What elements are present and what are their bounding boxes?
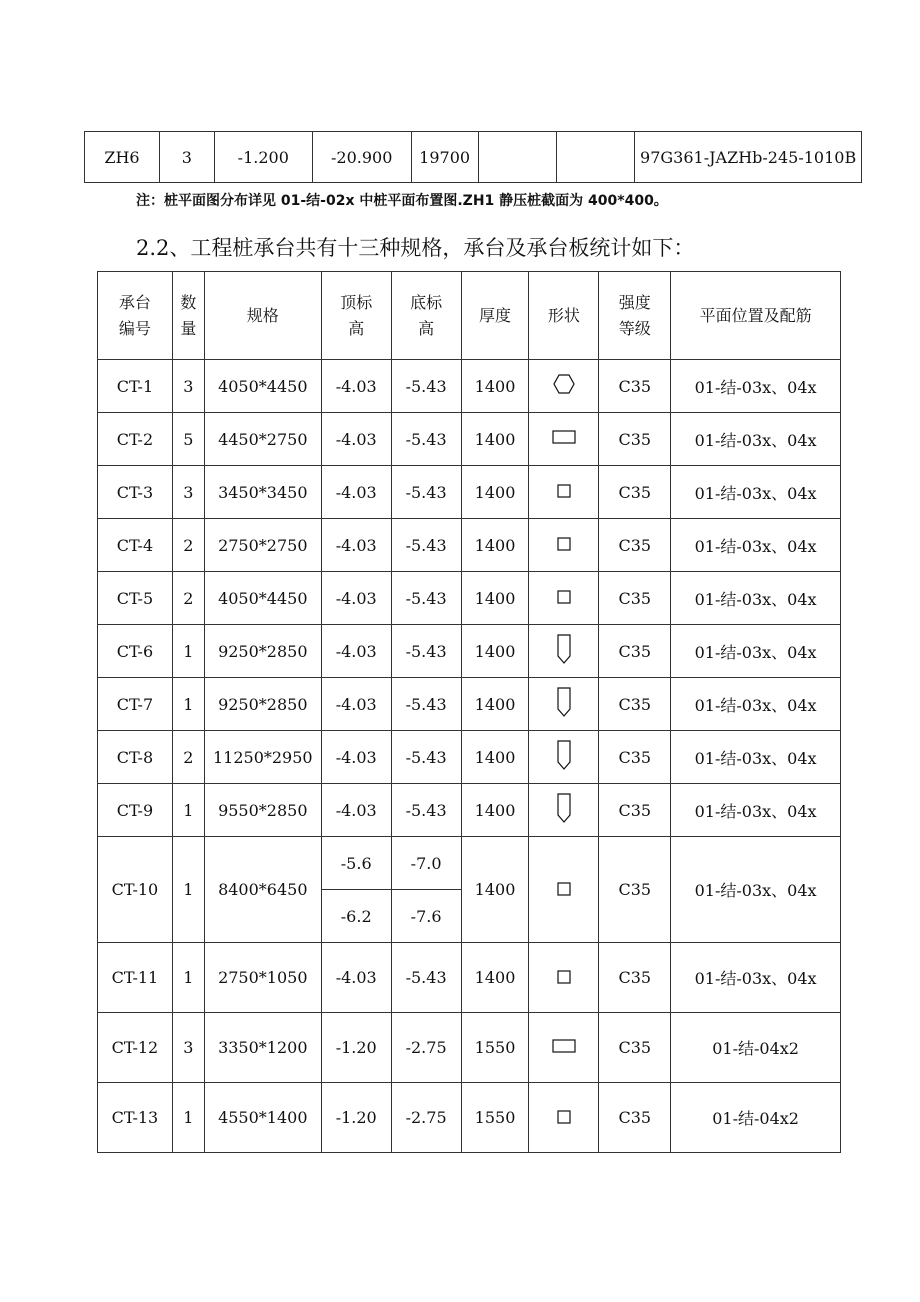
- cap-spec: 9550*2850: [204, 784, 321, 837]
- cap-shape: [529, 572, 599, 625]
- cap-shape: [529, 731, 599, 784]
- cap-count: 3: [172, 466, 204, 519]
- pile-note: 注：桩平面图分布详见 01-结-02x 中桩平面布置图.ZH1 静压桩截面为 400*400。: [136, 193, 668, 209]
- square-icon: [557, 483, 571, 502]
- pile-id: ZH6: [85, 132, 160, 183]
- cap-top-elevation: -4.03: [321, 466, 391, 519]
- cap-thickness: 1400: [461, 943, 529, 1013]
- header-thickness: 厚度: [461, 272, 529, 360]
- cap-top-elevation: -4.03: [321, 572, 391, 625]
- cap-thickness: 1400: [461, 678, 529, 731]
- cap-bottom-elevation: -5.43: [391, 625, 461, 678]
- cap-spec: 9250*2850: [204, 625, 321, 678]
- cap-spec: 11250*2950: [204, 731, 321, 784]
- pile-table: [84, 131, 862, 183]
- cap-bottom-elevation: -2.75: [391, 1083, 461, 1153]
- cap-thickness: 1400: [461, 784, 529, 837]
- cap-count: 1: [172, 625, 204, 678]
- cap-count: 2: [172, 519, 204, 572]
- cap-bottom-elevation: -5.43: [391, 413, 461, 466]
- pile-length: 19700: [411, 132, 478, 183]
- cap-thickness: 1400: [461, 466, 529, 519]
- cap-top-elevation: -5.6: [321, 837, 391, 890]
- table-row: [98, 784, 841, 837]
- cap-grade: C35: [599, 678, 671, 731]
- table-header-row: [98, 272, 841, 360]
- cap-top-elevation-2: -6.2: [321, 890, 391, 943]
- cap-shape: [529, 678, 599, 731]
- cap-location: 01-结-03x、04x: [671, 466, 841, 519]
- cap-id: CT-5: [98, 572, 173, 625]
- cap-thickness: 1400: [461, 360, 529, 413]
- cap-thickness: 1400: [461, 572, 529, 625]
- cap-grade: C35: [599, 784, 671, 837]
- cap-id: CT-13: [98, 1083, 173, 1153]
- header-id: 承台 编号: [98, 272, 173, 360]
- rectangle-icon: [552, 1038, 576, 1058]
- cap-top-elevation: -4.03: [321, 943, 391, 1013]
- cap-top-elevation: -4.03: [321, 784, 391, 837]
- cap-bottom-elevation-2: -7.6: [391, 890, 461, 943]
- cap-shape: [529, 625, 599, 678]
- cap-spec: 2750*2750: [204, 519, 321, 572]
- cap-location: 01-结-03x、04x: [671, 519, 841, 572]
- cap-shape: [529, 837, 599, 943]
- pile-cap-table: [97, 271, 841, 1153]
- cap-shape: [529, 943, 599, 1013]
- table-row: [98, 572, 841, 625]
- cap-spec: 4450*2750: [204, 413, 321, 466]
- cap-count: 3: [172, 1013, 204, 1083]
- cap-id: CT-1: [98, 360, 173, 413]
- cap-shape: [529, 784, 599, 837]
- section-heading: 2.2、工程桩承台共有十三种规格，承台及承台板统计如下：: [136, 236, 695, 260]
- pile-bottom-elevation: -20.900: [312, 132, 411, 183]
- cap-top-elevation: -1.20: [321, 1083, 391, 1153]
- cap-thickness: 1550: [461, 1083, 529, 1153]
- header-count: 数 量: [172, 272, 204, 360]
- cap-location: 01-结-03x、04x: [671, 943, 841, 1013]
- pile-drawing-ref: 97G361-JAZHb-245-1010B: [635, 132, 862, 183]
- table-row: [85, 132, 862, 183]
- cap-id: CT-10: [98, 837, 173, 943]
- cap-grade: C35: [599, 731, 671, 784]
- cap-shape: [529, 466, 599, 519]
- cap-spec: 4050*4450: [204, 572, 321, 625]
- cap-count: 1: [172, 1083, 204, 1153]
- cap-location: 01-结-03x、04x: [671, 625, 841, 678]
- cap-count: 2: [172, 572, 204, 625]
- pile-count: 3: [159, 132, 214, 183]
- table-row: [98, 625, 841, 678]
- square-icon: [557, 536, 571, 555]
- cap-top-elevation: -4.03: [321, 413, 391, 466]
- cap-thickness: 1400: [461, 837, 529, 943]
- cap-bottom-elevation: -5.43: [391, 943, 461, 1013]
- cap-location: 01-结-04x2: [671, 1013, 841, 1083]
- cap-id: CT-11: [98, 943, 173, 1013]
- cap-shape: [529, 1013, 599, 1083]
- cap-top-elevation: -4.03: [321, 625, 391, 678]
- cap-location: 01-结-03x、04x: [671, 360, 841, 413]
- table-row: [98, 466, 841, 519]
- pile-empty-cell: [557, 132, 635, 183]
- cap-count: 1: [172, 943, 204, 1013]
- cap-id: CT-9: [98, 784, 173, 837]
- cap-top-elevation: -4.03: [321, 678, 391, 731]
- cap-grade: C35: [599, 837, 671, 943]
- cap-spec: 3450*3450: [204, 466, 321, 519]
- cap-top-elevation: -1.20: [321, 1013, 391, 1083]
- cap-bottom-elevation: -2.75: [391, 1013, 461, 1083]
- cap-thickness: 1400: [461, 519, 529, 572]
- header-location: 平面位置及配筋: [671, 272, 841, 360]
- header-bottom-elevation: 底标 高: [391, 272, 461, 360]
- cap-location: 01-结-03x、04x: [671, 837, 841, 943]
- rectangle-icon: [552, 429, 576, 449]
- cap-spec: 4550*1400: [204, 1083, 321, 1153]
- cap-thickness: 1400: [461, 413, 529, 466]
- cap-thickness: 1400: [461, 625, 529, 678]
- table-row: [98, 1013, 841, 1083]
- cap-spec: 8400*6450: [204, 837, 321, 943]
- pentagon-icon: [557, 793, 571, 827]
- pile-empty-cell: [478, 132, 557, 183]
- cap-id: CT-6: [98, 625, 173, 678]
- cap-count: 2: [172, 731, 204, 784]
- cap-location: 01-结-03x、04x: [671, 731, 841, 784]
- cap-grade: C35: [599, 1013, 671, 1083]
- cap-grade: C35: [599, 519, 671, 572]
- header-top-elevation: 顶标 高: [321, 272, 391, 360]
- cap-spec: 9250*2850: [204, 678, 321, 731]
- cap-location: 01-结-03x、04x: [671, 413, 841, 466]
- cap-shape: [529, 413, 599, 466]
- cap-location: 01-结-03x、04x: [671, 784, 841, 837]
- cap-spec: 3350*1200: [204, 1013, 321, 1083]
- cap-thickness: 1400: [461, 731, 529, 784]
- cap-grade: C35: [599, 625, 671, 678]
- cap-id: CT-7: [98, 678, 173, 731]
- cap-location: 01-结-03x、04x: [671, 678, 841, 731]
- square-icon: [557, 1109, 571, 1128]
- table-row: [98, 678, 841, 731]
- cap-count: 1: [172, 784, 204, 837]
- pile-top-elevation: -1.200: [214, 132, 312, 183]
- cap-grade: C35: [599, 466, 671, 519]
- cap-bottom-elevation: -5.43: [391, 678, 461, 731]
- cap-spec: 2750*1050: [204, 943, 321, 1013]
- cap-top-elevation: -4.03: [321, 519, 391, 572]
- table-row: [98, 943, 841, 1013]
- header-spec: 规格: [204, 272, 321, 360]
- cap-id: CT-8: [98, 731, 173, 784]
- cap-grade: C35: [599, 413, 671, 466]
- cap-top-elevation: -4.03: [321, 360, 391, 413]
- cap-location: 01-结-04x2: [671, 1083, 841, 1153]
- square-icon: [557, 589, 571, 608]
- cap-shape: [529, 519, 599, 572]
- cap-shape: [529, 360, 599, 413]
- cap-count: 5: [172, 413, 204, 466]
- cap-location: 01-结-03x、04x: [671, 572, 841, 625]
- pentagon-icon: [557, 687, 571, 721]
- cap-bottom-elevation: -5.43: [391, 784, 461, 837]
- cap-spec: 4050*4450: [204, 360, 321, 413]
- cap-grade: C35: [599, 943, 671, 1013]
- cap-shape: [529, 1083, 599, 1153]
- table-row: [98, 1083, 841, 1153]
- table-row: [98, 519, 841, 572]
- table-row: [98, 413, 841, 466]
- square-icon: [557, 881, 571, 900]
- cap-grade: C35: [599, 1083, 671, 1153]
- cap-top-elevation: -4.03: [321, 731, 391, 784]
- square-icon: [557, 969, 571, 988]
- cap-id: CT-3: [98, 466, 173, 519]
- header-grade: 强度 等级: [599, 272, 671, 360]
- cap-id: CT-4: [98, 519, 173, 572]
- cap-grade: C35: [599, 572, 671, 625]
- pentagon-icon: [557, 740, 571, 774]
- cap-thickness: 1550: [461, 1013, 529, 1083]
- hexagon-icon: [553, 374, 575, 398]
- table-row: [98, 731, 841, 784]
- cap-count: 1: [172, 678, 204, 731]
- cap-id: CT-12: [98, 1013, 173, 1083]
- cap-id: CT-2: [98, 413, 173, 466]
- pentagon-icon: [557, 634, 571, 668]
- cap-grade: C35: [599, 360, 671, 413]
- cap-bottom-elevation: -5.43: [391, 731, 461, 784]
- cap-bottom-elevation: -7.0: [391, 837, 461, 890]
- table-row: [98, 837, 841, 890]
- cap-bottom-elevation: -5.43: [391, 572, 461, 625]
- cap-bottom-elevation: -5.43: [391, 519, 461, 572]
- cap-count: 3: [172, 360, 204, 413]
- cap-bottom-elevation: -5.43: [391, 360, 461, 413]
- cap-bottom-elevation: -5.43: [391, 466, 461, 519]
- header-shape: 形状: [529, 272, 599, 360]
- cap-count: 1: [172, 837, 204, 943]
- table-row: [98, 360, 841, 413]
